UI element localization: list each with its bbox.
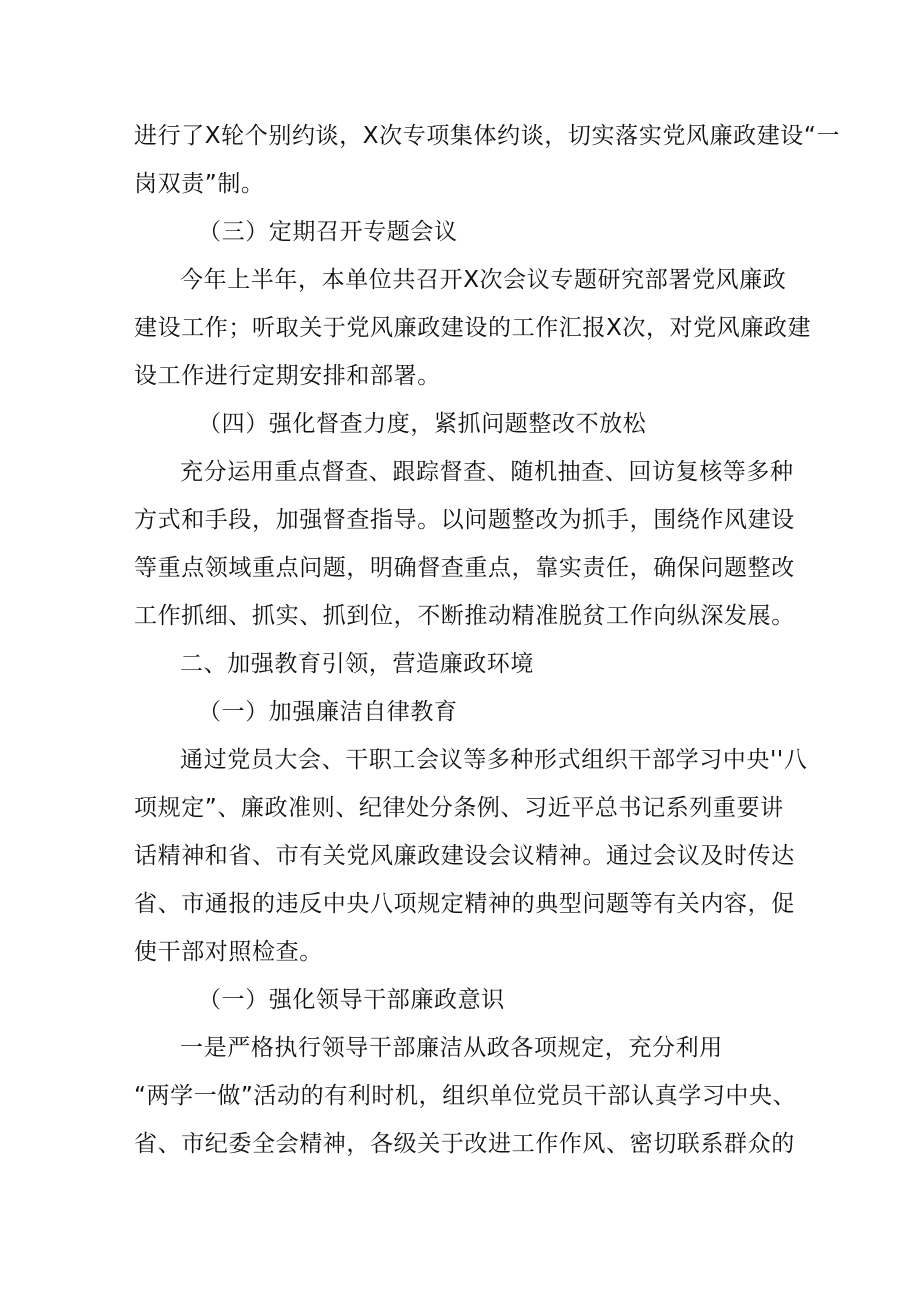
- text-line: 通过党员大会、干职工会议等多种形式组织干部学习中央''八: [180, 747, 808, 773]
- paragraph: [134, 1024, 798, 1168]
- heading-text: （一）强化领导干部廉政意识: [198, 987, 505, 1013]
- paragraph: [134, 448, 798, 640]
- text-line: 省、市纪委全会精神，各级关于改进工作作风、密切联系群众的: [134, 1131, 795, 1157]
- paragraph: [134, 736, 808, 976]
- text-line: 方式和手段，加强督查指导。以问题整改为抓手，围绕作风建设: [134, 507, 795, 533]
- text-line: 岗双责”制。: [134, 171, 265, 197]
- section-heading: [134, 640, 798, 688]
- heading-text: 二、加强教育引领，营造廉政环境: [180, 651, 534, 677]
- paragraph: [134, 256, 812, 400]
- heading-text: （一）加强廉洁自律教育: [198, 699, 458, 725]
- document-body: [134, 112, 841, 1168]
- section-heading: [134, 976, 798, 1024]
- text-line: 省、市通报的违反中央八项规定精神的典型问题等有关内容，促: [134, 891, 795, 917]
- section-heading: [134, 208, 798, 256]
- text-line: 建设工作；听取关于党风廉政建设的工作汇报X次，对党风廉政建: [134, 315, 812, 341]
- text-line: 项规定”、廉政准则、纪律处分条例、习近平总书记系列重要讲: [134, 795, 784, 821]
- heading-text: （三）定期召开专题会议: [198, 219, 458, 245]
- text-line: 使干部对照检查。: [134, 939, 323, 965]
- text-line: 设工作进行定期安排和部署。: [134, 363, 441, 389]
- paragraph: [134, 112, 841, 208]
- text-line: 等重点领域重点问题，明确督查重点，靠实责任，确保问题整改: [134, 555, 795, 581]
- section-heading: [134, 400, 798, 448]
- text-line: 工作抓细、抓实、抓到位，不断推动精准脱贫工作向纵深发展。: [134, 603, 795, 629]
- section-heading: [134, 688, 798, 736]
- text-line: “两学一做”活动的有利时机，组织单位党员干部认真学习中央、: [134, 1083, 797, 1109]
- text-line: 今年上半年，本单位共召开X次会议专题研究部署党风廉政: [180, 267, 787, 293]
- heading-text: （四）强化督查力度，紧抓问题整改不放松: [198, 411, 647, 437]
- text-line: 一是严格执行领导干部廉洁从政各项规定，充分利用: [180, 1035, 723, 1061]
- text-line: 话精神和省、市有关党风廉政建设会议精神。通过会议及时传达: [134, 843, 795, 869]
- text-line: 进行了X轮个别约谈，X次专项集体约谈，切实落实党风廉政建设“一: [134, 123, 841, 149]
- text-line: 充分运用重点督查、跟踪督查、随机抽查、回访复核等多种: [180, 459, 794, 485]
